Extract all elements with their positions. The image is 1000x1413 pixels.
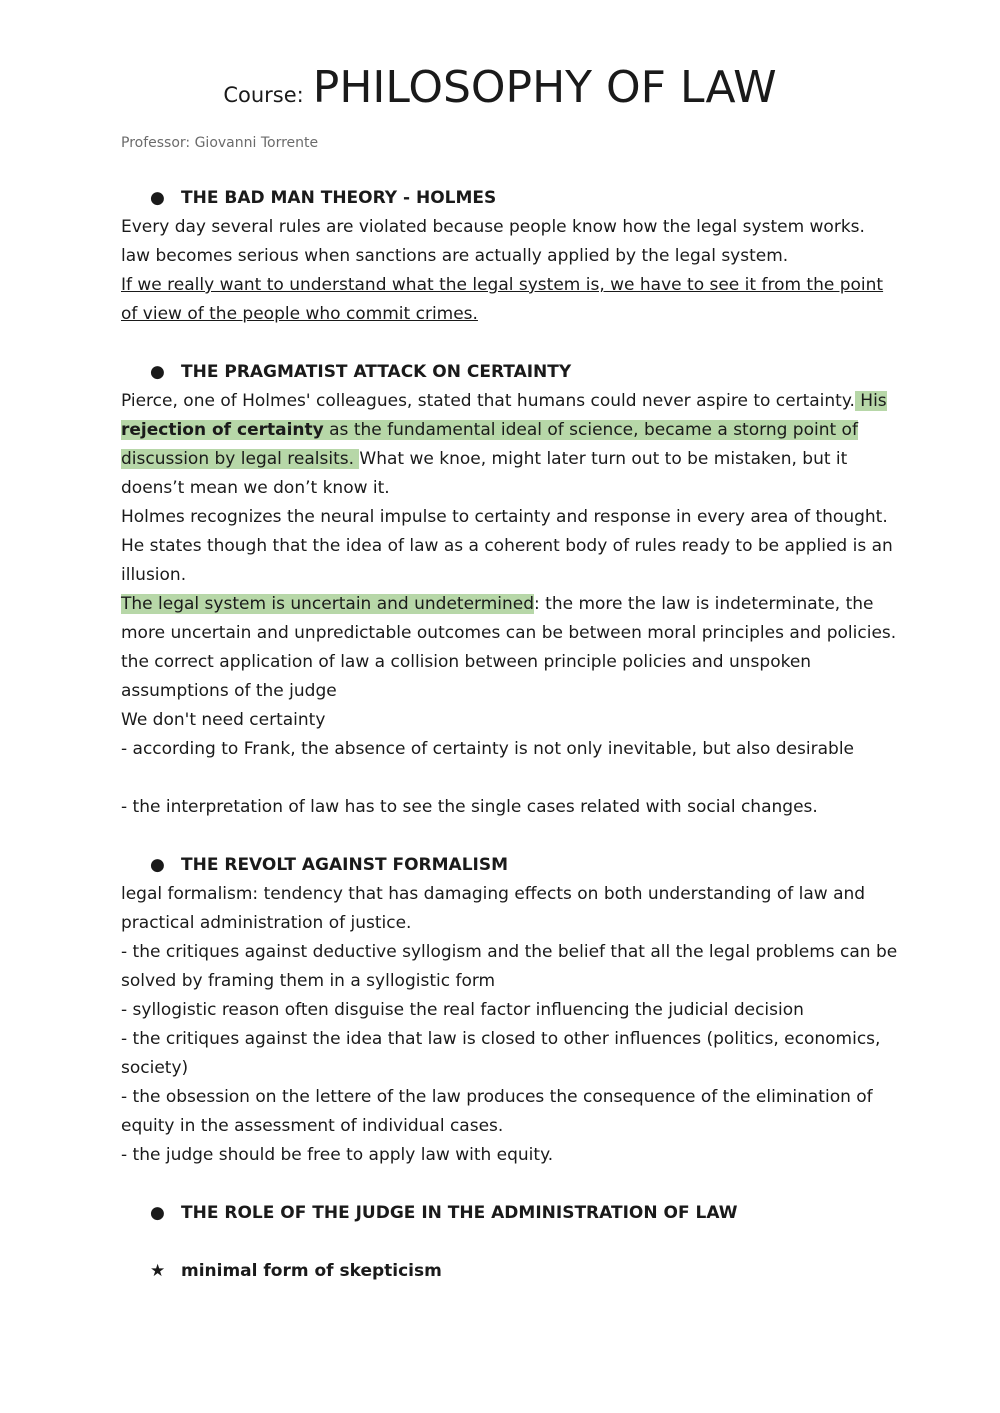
- paragraph-line: legal formalism: tendency that has damaging effects on both understanding of law and: [121, 884, 866, 904]
- paragraph-line: [121, 416, 891, 445]
- paragraph-line: - the obsession on the lettere of the law produces the consequence of the elimination of: [121, 1087, 873, 1107]
- document-body: [121, 184, 898, 1286]
- section-heading-skepticism: [121, 1257, 891, 1286]
- heading-text: THE BAD MAN THEORY - HOLMES: [181, 188, 497, 208]
- section-heading-pragmatist: [121, 358, 891, 387]
- highlighted-text: The legal system is uncertain and undetermined: [121, 594, 535, 614]
- paragraph-line: Holmes recognizes the neural impulse to certainty and response in every area of thought.: [121, 507, 888, 527]
- heading-text: THE PRAGMATIST ATTACK ON CERTAINTY: [181, 362, 572, 382]
- paragraph-line: equity in the assessment of individual cases.: [121, 1116, 504, 1136]
- bullet-icon: ●: [150, 1203, 165, 1223]
- plain-text: What we knoe, might later turn out to be mistaken, but it: [359, 449, 848, 469]
- highlighted-text: discussion by legal realsits.: [121, 449, 360, 469]
- paragraph-line: Every day several rules are violated because people know how the legal system works.: [121, 217, 865, 237]
- paragraph-line: We don't need certainty: [121, 710, 326, 730]
- paragraph-line: society): [121, 1058, 189, 1078]
- underlined-text: If we really want to understand what the legal system is, we have to see it from the point: [121, 275, 884, 295]
- paragraph-line: [121, 445, 891, 474]
- course-title: PHILOSOPHY OF LAW: [312, 62, 777, 113]
- spacer: [121, 822, 891, 851]
- spacer: [121, 329, 891, 358]
- spacer: [121, 1170, 891, 1199]
- paragraph-line: more uncertain and unpredictable outcomes can be between moral principles and policies.: [121, 623, 897, 643]
- professor-line: Professor: Giovanni Torrente: [121, 135, 319, 151]
- paragraph-line: the correct application of law a collision between principle policies and unspoken: [121, 652, 812, 672]
- paragraph-line: practical administration of justice.: [121, 913, 412, 933]
- heading-text: THE REVOLT AGAINST FORMALISM: [181, 855, 509, 875]
- paragraph-line: - the interpretation of law has to see the single cases related with social changes.: [121, 797, 818, 817]
- paragraph-line: illusion.: [121, 565, 187, 585]
- page-title: [0, 62, 1000, 113]
- highlighted-text: as the fundamental ideal of science, became a storng point of: [323, 420, 858, 440]
- paragraph-line: assumptions of the judge: [121, 681, 337, 701]
- paragraph-line: solved by framing them in a syllogistic form: [121, 971, 496, 991]
- paragraph-line-underlined: [121, 300, 891, 329]
- bullet-icon: ●: [150, 188, 165, 208]
- course-label: Course:: [223, 83, 304, 107]
- section-heading-bad-man: [121, 184, 891, 213]
- paragraph-line: law becomes serious when sanctions are actually applied by the legal system.: [121, 246, 789, 266]
- section-heading-judge: [121, 1199, 891, 1228]
- heading-text: minimal form of skepticism: [181, 1261, 442, 1281]
- star-icon: ★: [150, 1261, 166, 1281]
- paragraph-line: - syllogistic reason often disguise the real factor influencing the judicial decision: [121, 1000, 804, 1020]
- paragraph-line: - the critiques against deductive syllogism and the belief that all the legal problems can be: [121, 942, 898, 962]
- paragraph-line: [121, 590, 891, 619]
- underlined-text: of view of the people who commit crimes.: [121, 304, 478, 324]
- paragraph-line: He states though that the idea of law as a coherent body of rules ready to be applied is an: [121, 536, 893, 556]
- section-heading-revolt: [121, 851, 891, 880]
- paragraph-line: - the judge should be free to apply law with equity.: [121, 1145, 554, 1165]
- plain-text: : the more the law is indeterminate, the: [534, 594, 874, 614]
- heading-text: THE ROLE OF THE JUDGE IN THE ADMINISTRATION OF LAW: [181, 1203, 738, 1223]
- paragraph-line: - the critiques against the idea that law is closed to other influences (politics, economics,: [121, 1029, 881, 1049]
- paragraph-line: [121, 387, 891, 416]
- plain-text: Pierce, one of Holmes' colleagues, stated that humans could never aspire to certainty.: [121, 391, 855, 411]
- highlighted-text: His: [854, 391, 887, 411]
- spacer: [121, 1228, 891, 1257]
- spacer: [121, 764, 891, 793]
- highlighted-bold-text: rejection of certainty: [121, 420, 324, 440]
- paragraph-line: doens’t mean we don’t know it.: [121, 478, 390, 498]
- paragraph-line: - according to Frank, the absence of certainty is not only inevitable, but also desirable: [121, 739, 855, 759]
- bullet-icon: ●: [150, 855, 165, 875]
- bullet-icon: ●: [150, 362, 165, 382]
- paragraph-line-underlined: [121, 271, 891, 300]
